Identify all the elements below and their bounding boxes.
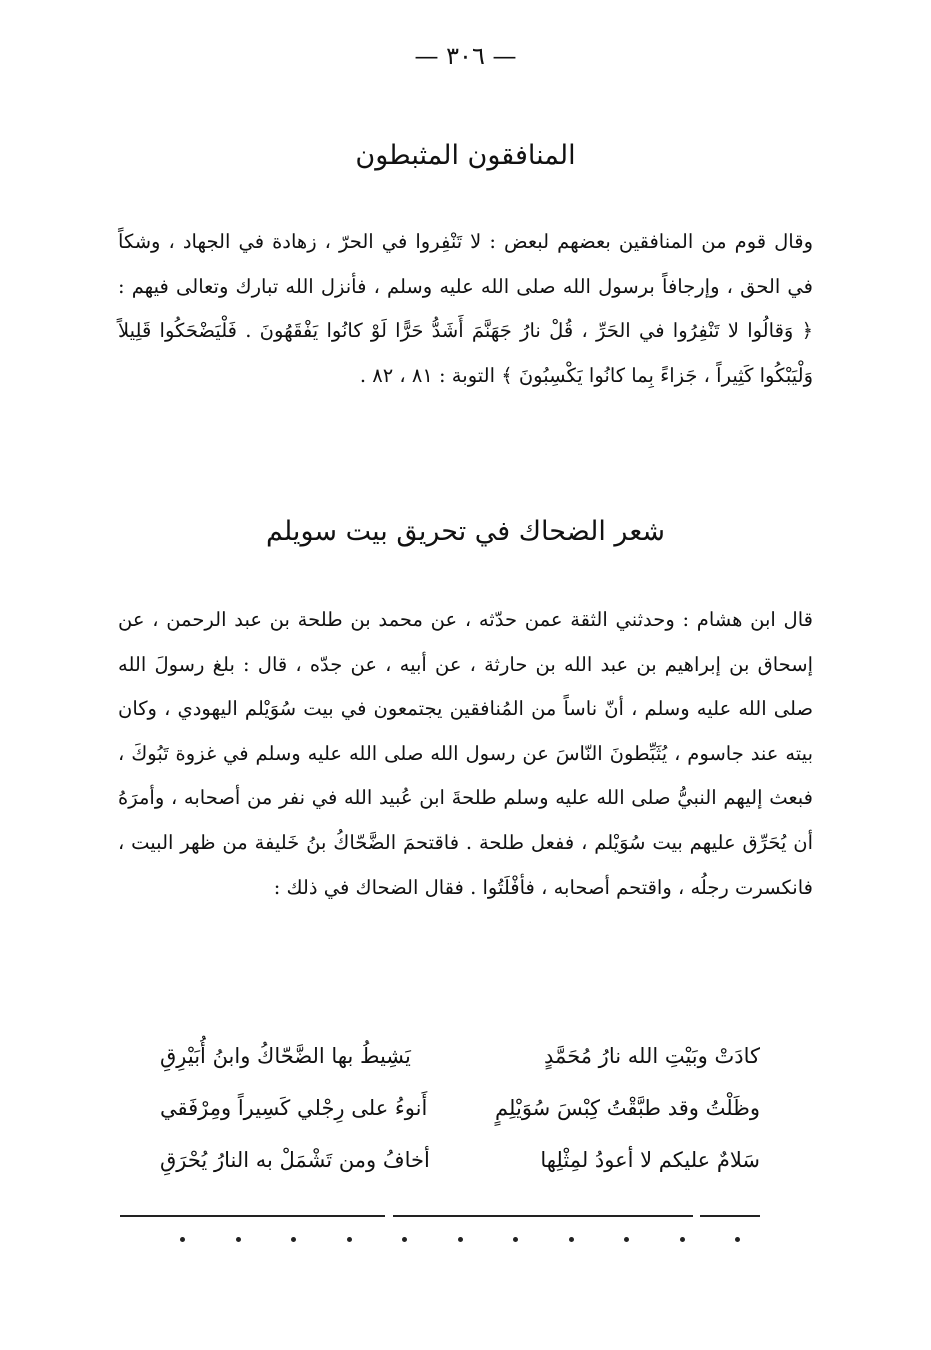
- divider-segment: [700, 1215, 760, 1217]
- ornament-dot: [180, 1237, 185, 1242]
- section-title-hypocrites: المنافقون المثبطون: [355, 140, 576, 171]
- ornament-dot: [569, 1237, 574, 1242]
- verse-first-hemistich: سَلامٌ عليكم لا أعودُ لمِثْلِها: [540, 1148, 760, 1172]
- ornament-dot: [347, 1237, 352, 1242]
- ornament-dot: [624, 1237, 629, 1242]
- ornament-dot: [680, 1237, 685, 1242]
- verse-second-hemistich: أَنوءُ على رِجْلي كَسِيراً ومِرْفَقي: [160, 1096, 428, 1120]
- ornament-dot: [236, 1237, 241, 1242]
- ornament-dot: [735, 1237, 740, 1242]
- verse-second-hemistich: أخافُ ومن تَشْمَلْ به النارُ يُحْرَقِ: [160, 1148, 430, 1172]
- footer-divider: [120, 1215, 760, 1217]
- ornament-dot: [513, 1237, 518, 1242]
- poem-verse: [160, 1134, 760, 1186]
- verse-first-hemistich: كادَتْ وبَيْتِ الله نارُ مُحَمَّدٍ: [544, 1044, 760, 1068]
- poem: [160, 1030, 760, 1186]
- divider-segment: [120, 1215, 385, 1217]
- section-paragraph-suwaylim-house: قال ابن هشام : وحدثني الثقة عمن حدّثه ، عن محمد بن طلحة بن عبد الرحمن ، عن إسحاق بن إبراهيم بن عبد الله بن حارثة ، عن أبيه ، عن جدّه ، قال : بلغ رسولَ الله صلى الله عليه وسلم ، أنّ ناساً من المُنافقين يجتمعون في بيت سُوَيْلم اليهودي ، وكان بيته عند جاسوم ، يُثَبِّطونَ النّاسَ عن رسول الله صلى الله عليه وسلم في غزوة تَبُوكَ ، فبعث إليهم النبيُّ صلى الله عليه وسلم طلحةَ ابن عُبيد الله في نفر من أصحابه ، وأمرَهُ أن يُحَرِّق عليهم بيت سُوَيْلم ، ففعل طلحة . فاقتحمَ الضَّحّاكُ بنُ خَليفة من ظهر البيت ، فانكسرت رجلُه ، واقتحم أصحابه ، فأفْلَتُوا . فقال الضحاك في ذلك :: [118, 608, 813, 899]
- ornament-dot: [291, 1237, 296, 1242]
- poem-verse: [160, 1030, 760, 1082]
- verse-first-hemistich: وظَلْتُ وقد طبَّقْتُ كِبْسَ سُوَيْلِمٍ: [495, 1096, 760, 1120]
- section-title-dahhak-poem: شعر الضحاك في تحريق بيت سويلم: [266, 516, 665, 547]
- footer-dot-row: [180, 1237, 740, 1242]
- page-number: — ٣٠٦ —: [414, 42, 517, 70]
- ornament-dot: [402, 1237, 407, 1242]
- section-paragraph-hypocrites: وقال قوم من المنافقين بعضهم لبعض : لا تَنْفِروا في الحرّ ، زهادة في الجهاد ، وشكاً في الحق ، وإرجافاً برسول الله صلى الله عليه وسلم ، فأنزل الله تبارك وتعالى فيهم : ﴿ وَقالُوا لا تَنْفِرُوا في الحَرِّ ، قُلْ نارُ جَهَنَّمَ أَشَدُّ حَرًّا لَوْ كانُوا يَفْقَهُونَ . فَلْيَضْحَكُوا قَلِيلاً وَلْيَبْكُوا كَثِيراً ، جَزاءً بِما كانُوا يَكْسِبُونَ ﴾ التوبة : ٨١ ، ٨٢ .: [118, 230, 813, 387]
- verse-second-hemistich: يَشِيطُ بها الضَّحّاكُ وابنُ أُبَيْرِقِ: [160, 1044, 411, 1068]
- divider-segment: [393, 1215, 693, 1217]
- ornament-dot: [458, 1237, 463, 1242]
- poem-verse: [160, 1082, 760, 1134]
